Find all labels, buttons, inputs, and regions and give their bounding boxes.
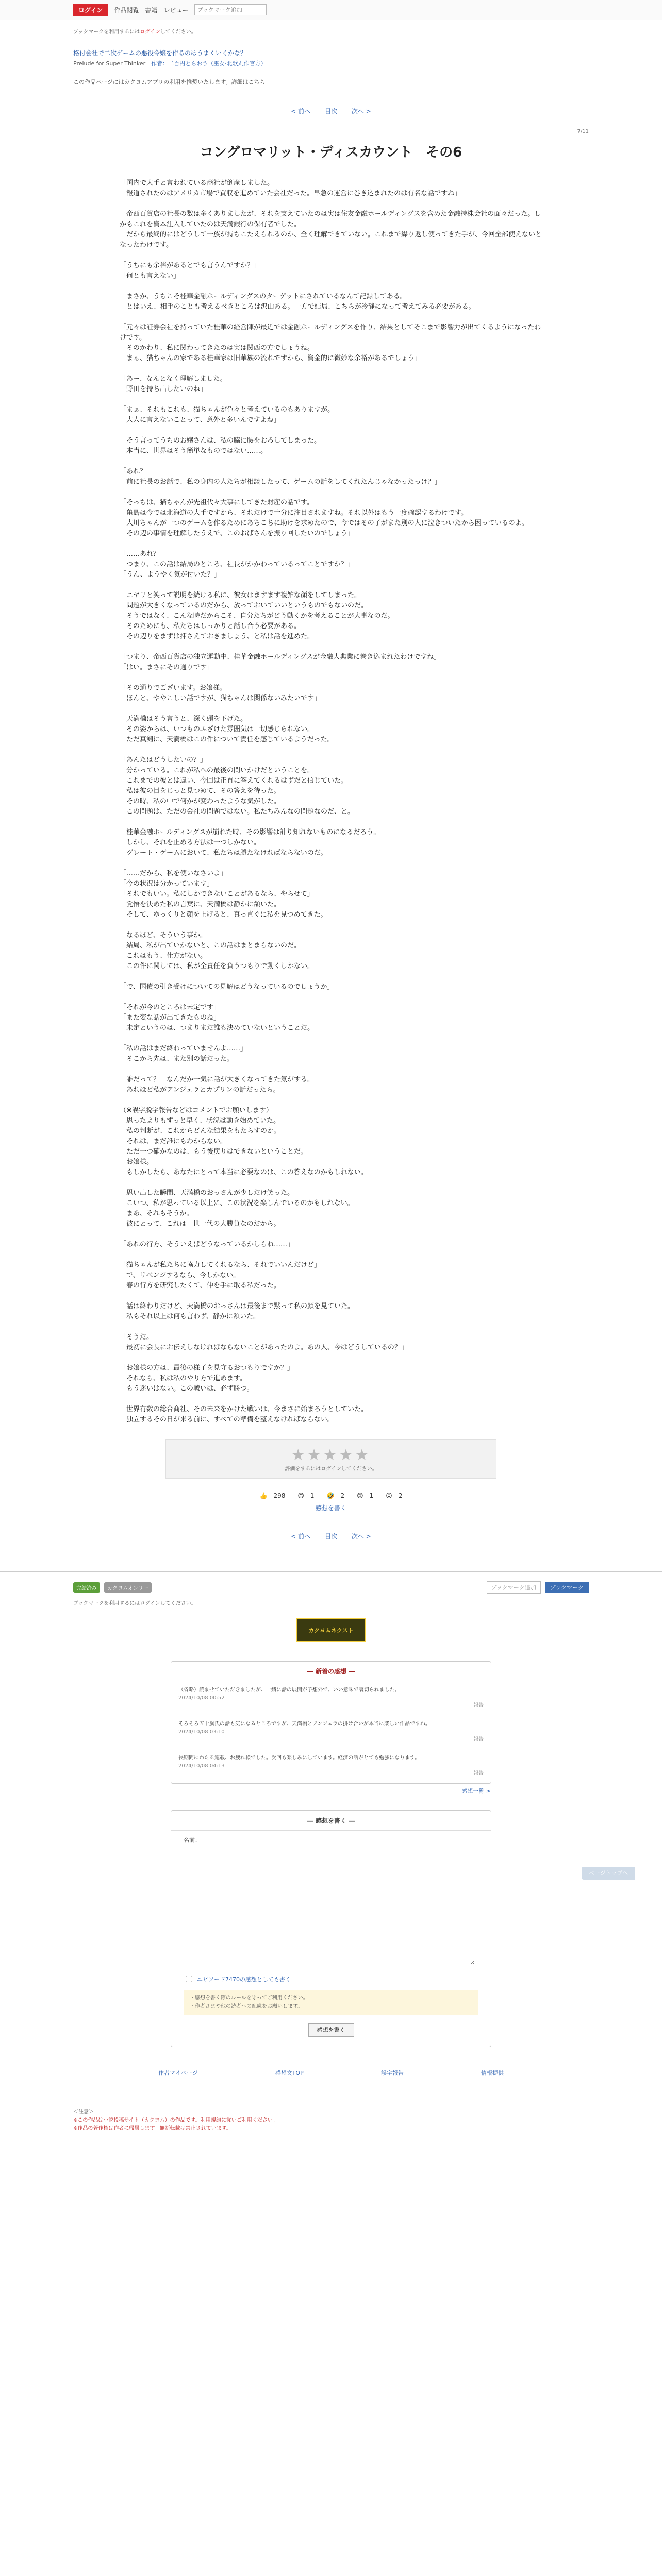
novel-body [120,178,542,1425]
impression-meta: 2024/10/08 00:52 [178,1695,225,1701]
novel-paragraph: 「うちにも余裕があるとでも言うんですか？」 「何とも言えない」 [120,262,261,280]
novel-paragraph: 「国内で大手と言われている商社が倒産しました。 報道されたのはアメリカ市場で買収を進めていた会社だった。早急の運営に巻き込まれたのは有名な話ですね」 [120,179,461,197]
name-input[interactable] [184,1846,475,1859]
series-title-link[interactable]: 格付会社で二次ゲームの悪役令嬢を作るのはうまくいくかな？ [73,49,247,57]
novel-paragraph: 「あれ？ 前に社長のお話で、私の身内の人たちが相談したって、ゲームの話をしてくれたんじゃなかったっけ？」 [120,468,441,486]
novel-paragraph: 「で、国債の引き受けについての見解はどうなっているのでしょうか」 [120,983,334,991]
bookmark-button[interactable]: ブックマーク [545,1582,589,1593]
bookmark-add-button[interactable]: ブックマーク追加 [487,1581,541,1594]
toc-link-bottom[interactable]: 目次 [324,1533,337,1540]
episode-number: 7/11 [577,129,589,134]
impressions-more-link[interactable]: 感想一覧 > [461,1788,491,1794]
novel-paragraph: 「猫ちゃんが私たちに協力してくれるなら、それでいいんだけど」 で、リベンジするなら、今しかない。 春の行方を研究したくて、仲を手に取る私だった。 [120,1261,321,1290]
novel-paragraph: なるほど、そういう事か。 結局、私が出ていかないと、この話はまとまらないのだ。 これはもう、仕方がない。 この件に関しては、私が全責任を負うつもりで動くしかない。 [126,931,315,970]
novel-paragraph: 「まぁ、それもこれも、猫ちゃんが色々と考えているのもありますが。 大人に言えないことって、意外と多いんですよね」 [120,406,335,424]
reaction-count: 2 [340,1492,345,1499]
impression-text: そろそろ五十嵐氏の話も気になるところですが、天満橋とアンジェラの掛け合いが本当に楽しい作品ですね。 [178,1721,431,1727]
status-badge: 完結済み [73,1582,100,1593]
reaction-icon: 😮 [386,1492,392,1499]
novel-paragraph: 桂華金融ホールディングスが崩れた時、その影響は計り知れないものになるだろう。 しかし、それを止める方法は一つしかない。 グレート・ゲームにおいて、私たちは勝たなければならないのだ。 [126,828,380,857]
write-heading: ― 感想を書く ― [171,1811,491,1831]
novel-paragraph: （※誤字脱字報告などはコメントでお願いします） 思ったよりもずっと早く、状況は動き始めていた。 私の判断が、これからどんな結果をもたらすのか。 それは、まだ誰にもわからない。 ただ一つ確かなのは、もう後戻りはできないということだ。 お嬢様。 もしかしたら、あなたにとって本当に必要なのは、この答えなのかもしれない。 [120,1107,368,1176]
info-link[interactable]: 情報提供 [481,2070,504,2076]
novel-paragraph: 「あー、なんとなく理解しました。 野田を持ち出したいのね」 [120,375,227,393]
next-link[interactable]: 次へ > [351,108,371,115]
episode-checkbox[interactable] [186,1976,192,1982]
footer-notes: ＜注意＞ ※この作品は小説投稿サイト（カクヨム）の作品です。利用規約に従いご利用ください。 ※作品の著作権は作者に帰属します。無断転載は禁止されています。 [73,2109,278,2131]
pager-top [73,107,589,115]
submit-impression-button[interactable]: 感想を書く [308,2023,354,2037]
nav-reviews[interactable]: レビュー [163,6,189,14]
write-impression-box [171,1810,491,2047]
impressions-box [171,1661,491,1784]
novel-paragraph: 「私の話はまだ終わっていませんよ……」 そこから先は、また別の話だった。 [120,1045,247,1063]
rating-stars[interactable]: ★★★★★ [291,1446,371,1464]
page-top-tab[interactable]: ページトップへ [582,1867,635,1880]
bookmark-note: ブックマークを利用するにはログインしてください。 [73,29,196,35]
only-badge: カクヨムオンリー [104,1582,152,1593]
impressions-top-link[interactable]: 感想文TOP [275,2070,304,2076]
comment-textarea[interactable] [184,1865,475,1965]
impressions-heading: ― 新着の感想 ― [171,1662,491,1681]
episode-check-row [184,1974,478,1984]
search-input[interactable] [194,4,267,15]
novel-paragraph: 話は終わりだけど、天満橋のおっさんは最後まで黙って私の顔を見ていた。 私もそれ以上は何も言わず、静かに頷いた。 [126,1302,355,1320]
bookmark-note-2: ブックマークを利用するにはログインしてください。 [73,1601,196,1606]
login-button[interactable]: ログイン [73,4,108,16]
prev-link-bottom[interactable]: < 前へ [291,1533,311,1540]
rating-note: 評価をするにはログインしてください。 [285,1466,377,1472]
reaction-button[interactable] [257,1492,289,1499]
reaction-icon: 🤣 [326,1492,335,1499]
nav-books[interactable]: 書籍 [145,6,158,14]
reaction-count: 1 [369,1492,374,1499]
impression-item [171,1715,491,1749]
novel-paragraph: 「そうだ。 最初に会長にお伝えしなければならないことがあったのよ。あの人、今はどうしているの？」 [120,1333,408,1351]
reaction-count: 298 [273,1492,286,1499]
author-page-link[interactable]: 作者マイページ [158,2070,198,2076]
footer-section [0,1571,662,2133]
episode-title: コングロマリット・ディスカウント その6 [200,145,462,160]
impression-report-link[interactable]: 報告 [473,1703,484,1708]
write-guidelines: ・感想を書く際のルールを守ってご利用ください。 ・作者さまや他の読者への配慮をお願いします。 [184,1990,478,2015]
app-notice: この作品ページにはカクヨムアプリの利用を推奨いたします。詳細はこちら [73,79,266,86]
impression-report-link[interactable]: 報告 [473,1737,484,1742]
novel-paragraph: まさか、うちこそ桂華金融ホールディングスのターゲットにされているなんて記録してある。 とはいえ、相手のことも考えるべきところは沢山ある。一方で結局、こちらが冷静になって考えてみる必要がある。 [126,293,475,311]
reactions [73,1492,589,1499]
reaction-icon: 😊 [297,1492,304,1499]
pager-bottom [73,1532,589,1540]
rating-box [166,1439,496,1479]
top-bar [0,0,662,20]
tag-row [73,1581,589,1594]
impression-meta: 2024/10/08 03:10 [178,1729,225,1735]
novel-paragraph: 帝西百貨店の社長の数は多くありましたが、それを支えていたのは実は住友金融ホールディングスを含めた金融持株会社の面々だった。しかもこれを資本注入していたのは天満銀行の保有者でした。 だから最終的にはどうして一族が持ちこたえられるのか、全く理解できていない。これまで繰り返し使ってきた手が、今回全部使えないとなったわけです。 [120,210,542,249]
toc-link[interactable]: 目次 [324,108,337,115]
prev-link[interactable]: < 前へ [291,108,311,115]
episode-check-label: エピソード7470の感想としても書く [197,1976,291,1983]
name-label: 名前： [184,1837,201,1843]
impression-meta: 2024/10/08 04:13 [178,1763,225,1769]
next-link-bottom[interactable]: 次へ > [351,1533,371,1540]
write-impression-link[interactable]: 感想を書く [315,1504,346,1512]
novel-paragraph: そう言ってうちのお嬢さんは、私の脇に腰をおろしてしまった。 本当に、世界はそう簡単なものではない……。 [126,437,321,455]
bottom-nav [120,2063,542,2082]
reaction-button[interactable] [354,1492,376,1499]
reaction-button[interactable] [324,1492,348,1499]
novel-paragraph: 思い出した瞬間、天満橋のおっさんが少しだけ笑った。 こいつ、私が思っている以上に、この状況を楽しんでいるのかもしれない。 まあ、それもそうか。 彼にとって、これは一世一代の大勝負なのだから。 [126,1189,354,1228]
impression-text: 長期間にわたる連載、お疲れ様でした。次回も楽しみにしています。経済の話がとても勉強になります。 [178,1755,420,1761]
novel-paragraph: 「あれの行方、そういえばどうなっているかしらね……」 [120,1241,294,1248]
novel-paragraph: 「元々は証券会社を持っていた桂華の経営陣が最近では金融ホールディングスを作り、結果としてそこまで影響力が出てくるようになったわけです。 そのかわり、私に関わってきたのは実は関西の方でしょうね。 まぁ、猫ちゃんの家である桂華家は旧華族の流れですから、資金的に微妙な余裕があるでしょう」 [120,324,541,362]
novel-paragraph: 「あんたはどうしたいの？」 分かっている。これが私への最後の問いかけだということを。 これまでの彼とは違い、今回は正直に答えてくれるはずだと信じていた。 私は彼の目をじっと見つめて、その答えを待った。 その時、私の中で何かが変わったような気がした。 この問題は、ただの会社の問題ではない。私たちみんなの問題なのだ、と。 [120,756,355,816]
novel-paragraph: 世界有数の総合商社、その未来をかけた戦いは、今まさに始まろうとしていた。 独立するその日が来る前に、すべての準備を整えなければならない。 [126,1405,368,1423]
author-line: Prelude for Super Thinker 作者：二百円とらおう（巫女·北歌丸作官方） [73,60,267,67]
novel-paragraph: 「お嬢様の方は、最後の様子を見守るおつもりですか？」 それなら、私は私のやり方で進めます。 もう迷いはない。この戦いは、必ず勝つ。 [120,1364,294,1393]
series-title [73,48,589,57]
novel-paragraph: 「その通りでございます。お嬢様。 ほんと、ややこしい話ですが、猫ちゃんは関係ないみたいです」 [120,684,321,702]
impression-item [171,1749,491,1783]
reaction-count: 1 [310,1492,315,1499]
impression-item [171,1681,491,1715]
novel-paragraph: 「……だから、私を使いなさいよ」 「今の状況は分かっています」 「それでもいい。私にしかできないことがあるなら、やらせて」 覚悟を決めた私の言葉に、天満橋は静かに頷いた。 そして、ゆっくりと顔を上げると、真っ直ぐに私を見つめてきた。 [120,870,327,919]
typo-report-link[interactable]: 誤字報告 [380,2070,404,2076]
reaction-icon: 😢 [357,1492,363,1499]
impression-text: （省略）読ませていただきましたが、一緒に話の展開が予想外で、いい意味で裏切られました。 [178,1687,400,1693]
novel-paragraph: 天満橋はそう言うと、深く頭を下げた。 その姿からは、いつものふざけた雰囲気は一切感じられない。 ただ真剣に、天満橋はこの件について責任を感じているようだった。 [126,715,334,743]
impression-report-link[interactable]: 報告 [473,1771,484,1776]
novel-paragraph: 「つまり、帝西百貨店の独立運動中、桂華金融ホールディングスが金融大典業に巻き込まれたわけですね」 「はい。まさにその通りです」 [120,653,441,671]
reaction-icon: 👍 [259,1492,268,1499]
novel-paragraph: 「そっちは、猫ちゃんが先祖代々大事にしてきた財産の話です。 亀島は今では北海道の大手ですから、それだけで十分に注目されますね。それ以外はもう一度確認するわけです。 大川ちゃんが一つのゲームを作るためにあちこちに助けを求めたので、今ではその子がまた別の人に泣きついたから困っているのよ。 その辺の事情を理解したうえで、このおばさんを振り回したいのでしょう」 [120,499,528,537]
reaction-button[interactable] [294,1492,317,1499]
novel-paragraph: 「それが今のところは未定です」 「また変な話が出てきたものね」 未定というのは、つまりまだ誰も決めていないということだ。 [120,1004,315,1032]
novel-paragraph: 誰だって？ なんだか一気に話が大きくなってきた気がする。 あれほど私がアンジェラとカプリンの話だったら。 [126,1076,315,1094]
bookmark-login-link[interactable]: ログイン [140,29,160,35]
novel-paragraph: ニヤリと笑って説明を続ける私に、彼女はますます複雑な顔をしてしまった。 問題が大きくなっているのだから、放っておいていいというものでもないのだ。 そうではなく、こんな時だからこそ、自分たちがどう動くかを考えることが大事なのだ。 そのためにも、私たちはしっかりと話し合う必要がある。 その辺りをまずは押さえておきましょう、と私は話を進めた。 [126,591,394,640]
novel-paragraph: 「……あれ？ つまり、この話は結局のところ、社長がかかわっているってことですか？」 「うん、ようやく気が付いた？」 [120,550,354,579]
nav-works[interactable]: 作品閲覧 [114,6,139,14]
reaction-button[interactable] [383,1492,405,1499]
author-link[interactable]: 作者：二百円とらおう（巫女·北歌丸作官方） [151,60,267,67]
next-banner[interactable]: カクヨムネクスト [296,1618,366,1642]
reaction-count: 2 [398,1492,403,1499]
